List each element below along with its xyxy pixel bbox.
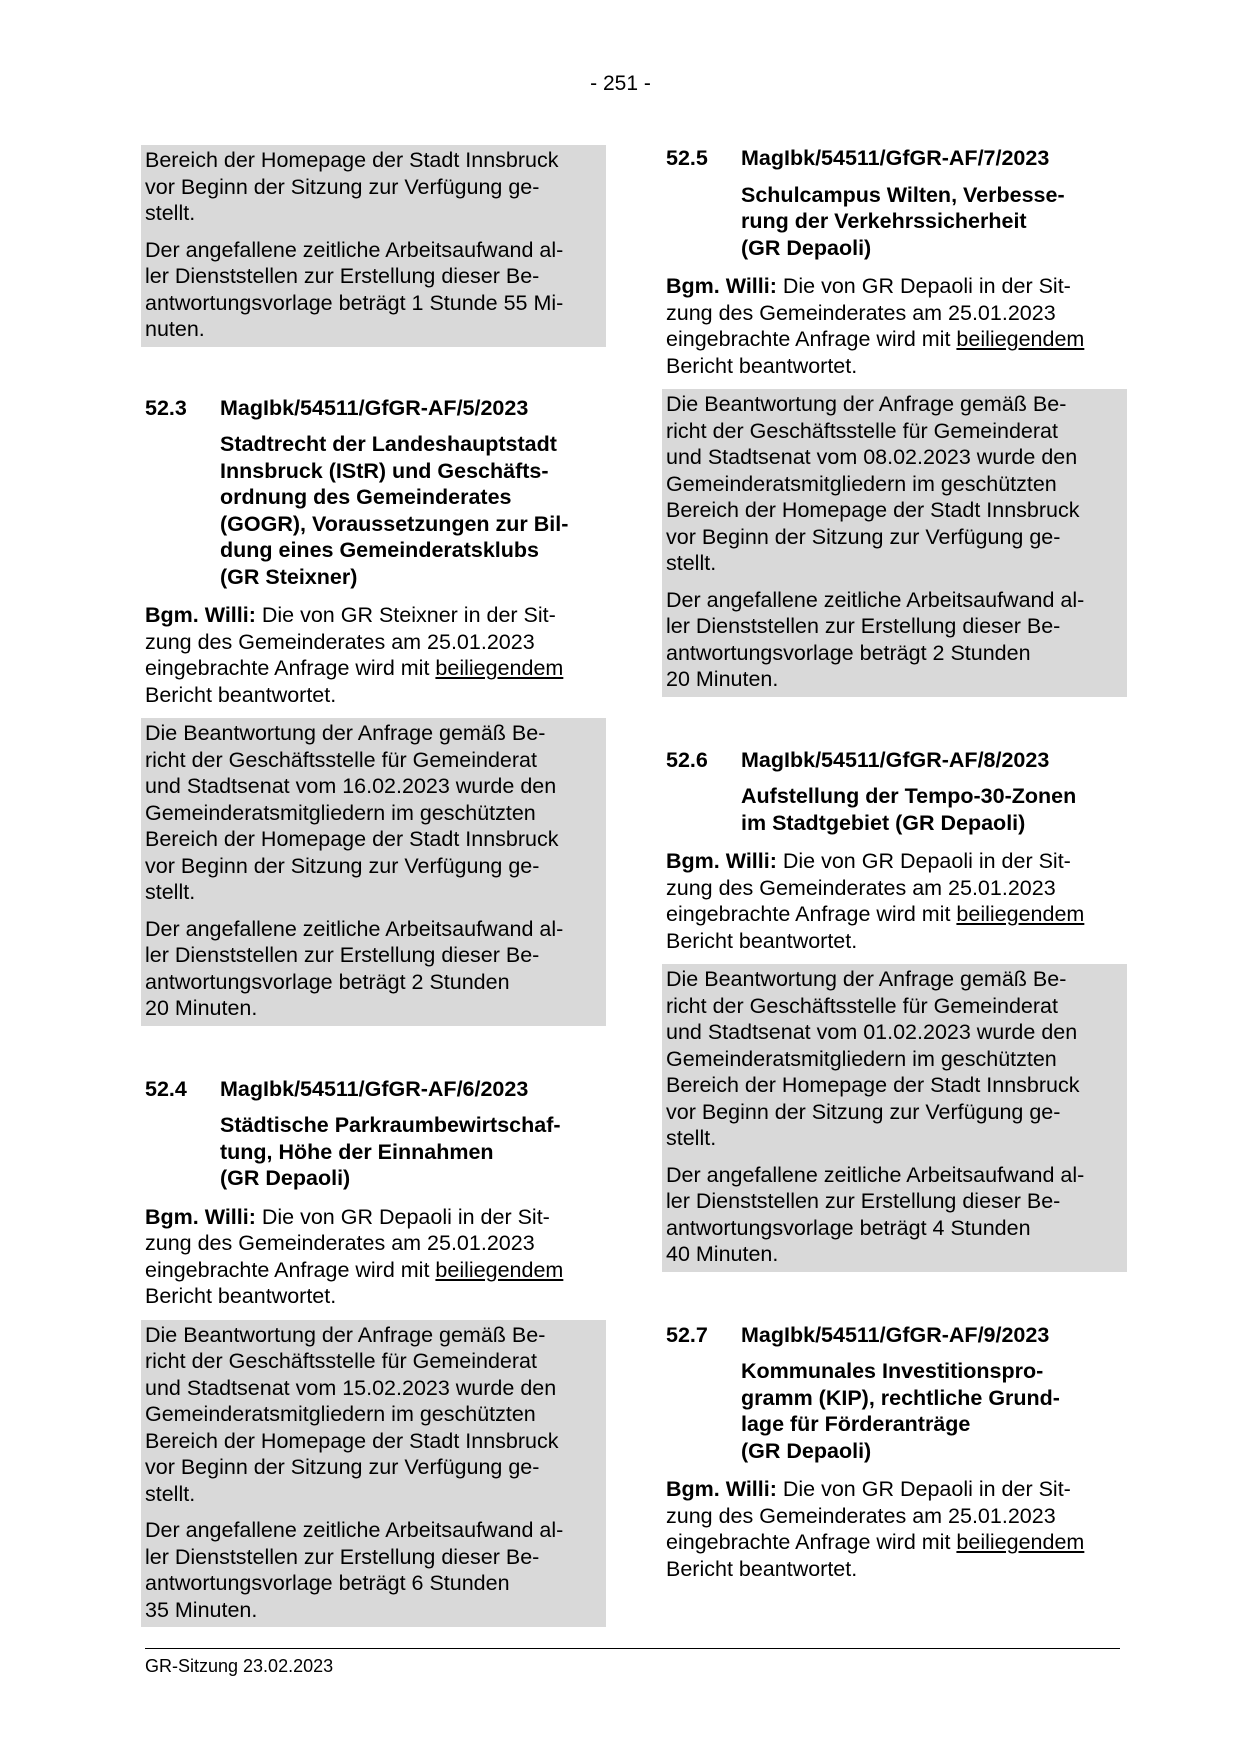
section-reference: MagIbk/54511/GfGR-AF/7/2023 [741,146,1050,170]
section-heading [145,1076,602,1103]
carryover-text: Bereich der Homepage der Stadt Innsbruck vor Beginn der Sitzung zur Verfügung ge- stellt. [145,148,559,225]
section-heading [145,395,602,422]
section-reference: MagIbk/54511/GfGR-AF/9/2023 [741,1322,1050,1347]
note-text: Die Beantwortung der Anfrage gemäß Be- richt der Geschäftsstelle für Gemeinderat und Stadtsenat vom 16.02.2023 wurde den Gemeinderatsmitgliedern im geschützten Bereich der Homepage der Stadt Innsbruck vor Beginn der Sitzung zur Verfügung ge- stellt. [145,721,559,904]
answer-note [141,718,606,1026]
section-52-4 [145,1076,602,1628]
carryover-effort: Der angefallene zeitliche Arbeitsaufwand al- ler Dienststellen zur Erstellung dieser Be- antwortungsvorlage beträgt 1 Stunde 55 Mi- nuten. [145,237,564,341]
note-text: Die Beantwortung der Anfrage gemäß Be- richt der Geschäftsstelle für Gemeinderat und Stadtsenat vom 08.02.2023 wurde den Gemeinderatsmitgliedern im geschützten Bereich der Homepage der Stadt Innsbruck vor Beginn der Sitzung zur Verfügung ge- stellt. [666,392,1080,575]
section-heading [666,747,1123,774]
section-number: 52.7 [666,1322,708,1347]
section-52-6 [666,747,1123,1272]
carryover-note [141,145,606,347]
section-title: Schulcampus Wilten, Verbesse- rung der Verkehrssicherheit (GR Depaoli) [741,182,1065,260]
answer-paragraph: Bgm. Willi: Die von GR Depaoli in der Sit- zung des Gemeinderates am 25.01.2023 eingebrachte Anfrage wird mit beiliegendem Bericht beantwortet. [145,1204,564,1308]
section-reference: MagIbk/54511/GfGR-AF/6/2023 [220,1076,529,1101]
answer-note [141,1320,606,1628]
section-52-5 [666,145,1123,697]
answer-paragraph: Bgm. Willi: Die von GR Depaoli in der Sit- zung des Gemeinderates am 25.01.2023 eingebrachte Anfrage wird mit beiliegendem Bericht beantwortet. [666,1477,1085,1581]
effort-text: Der angefallene zeitliche Arbeitsaufwand al- ler Dienststellen zur Erstellung dieser Be- antwortungsvorlage beträgt 6 Stunden 35 Minuten. [145,1518,564,1622]
section-title: Aufstellung der Tempo-30-Zonen im Stadtgebiet (GR Depaoli) [741,784,1077,835]
answer-note [662,964,1127,1272]
section-52-7 [666,1322,1123,1583]
left-column [145,145,602,1627]
answer-paragraph: Bgm. Willi: Die von GR Steixner in der Sit- zung des Gemeinderates am 25.01.2023 eingebrachte Anfrage wird mit beiliegendem Bericht beantwortet. [145,603,564,707]
section-title: Kommunales Investitionspro- gramm (KIP), rechtliche Grund- lage für Förderanträge (GR Depaoli) [741,1359,1060,1463]
effort-text: Der angefallene zeitliche Arbeitsaufwand al- ler Dienststellen zur Erstellung dieser Be- antwortungsvorlage beträgt 2 Stunden 20 Minuten. [666,587,1085,691]
note-text: Die Beantwortung der Anfrage gemäß Be- richt der Geschäftsstelle für Gemeinderat und Stadtsenat vom 15.02.2023 wurde den Gemeinderatsmitgliedern im geschützten Bereich der Homepage der Stadt Innsbruck vor Beginn der Sitzung zur Verfügung ge- stellt. [145,1322,559,1506]
section-reference: MagIbk/54511/GfGR-AF/8/2023 [741,747,1050,772]
section-heading [666,1322,1123,1349]
section-title: Städtische Parkraumbewirtschaf- tung, Höhe der Einnahmen (GR Depaoli) [220,1113,561,1190]
section-52-3 [145,395,602,1026]
effort-text: Der angefallene zeitliche Arbeitsaufwand al- ler Dienststellen zur Erstellung dieser Be- antwortungsvorlage beträgt 4 Stunden 40 Minuten. [666,1162,1085,1266]
note-text: Die Beantwortung der Anfrage gemäß Be- richt der Geschäftsstelle für Gemeinderat und Stadtsenat vom 01.02.2023 wurde den Gemeinderatsmitgliedern im geschützten Bereich der Homepage der Stadt Innsbruck vor Beginn der Sitzung zur Verfügung ge- stellt. [666,967,1080,1150]
section-heading [666,145,1123,172]
page-number: - 251 - [590,72,651,95]
section-title: Stadtrecht der Landeshauptstadt Innsbruck (IStR) und Geschäfts- ordnung des Gemeinderates (GOGR), Voraussetzungen zur Bil- dung eines Gemeinderatsklubs (GR Steixner) [220,432,569,589]
answer-note [662,389,1127,697]
answer-paragraph: Bgm. Willi: Die von GR Depaoli in der Sit- zung des Gemeinderates am 25.01.2023 eingebrachte Anfrage wird mit beiliegendem Bericht beantwortet. [666,274,1085,378]
section-number: 52.6 [666,747,708,772]
footer-text: GR-Sitzung 23.02.2023 [145,1656,334,1676]
section-number: 52.5 [666,146,708,170]
answer-paragraph: Bgm. Willi: Die von GR Depaoli in der Sit- zung des Gemeinderates am 25.01.2023 eingebrachte Anfrage wird mit beiliegendem Bericht beantwortet. [666,849,1085,953]
section-number: 52.4 [145,1076,187,1101]
right-column [666,145,1123,1592]
section-reference: MagIbk/54511/GfGR-AF/5/2023 [220,395,529,420]
effort-text: Der angefallene zeitliche Arbeitsaufwand al- ler Dienststellen zur Erstellung dieser Be- antwortungsvorlage beträgt 2 Stunden 20 Minuten. [145,916,564,1020]
section-number: 52.3 [145,395,187,420]
footer-divider [145,1648,1120,1649]
